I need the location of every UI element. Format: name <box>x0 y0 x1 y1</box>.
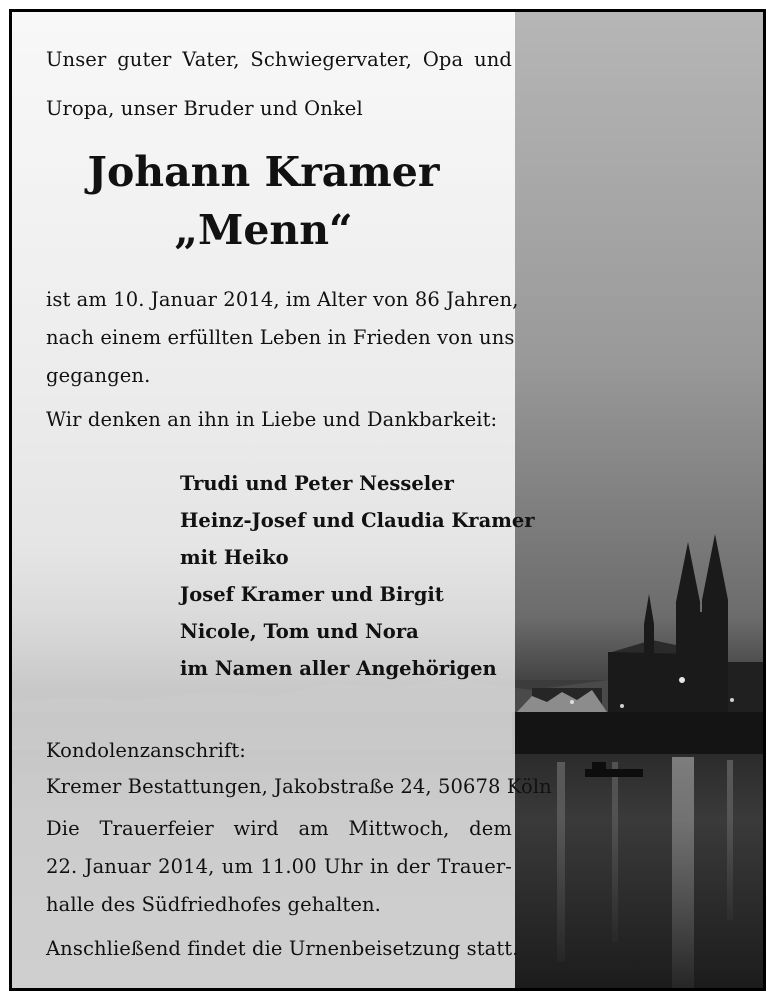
notice-border <box>9 9 766 991</box>
condolence-label: Kondolenzanschrift: <box>46 739 246 762</box>
signatory: Heinz-Josef und Claudia Kramer <box>180 509 535 532</box>
signatory: Trudi und Peter Nesseler <box>180 472 454 495</box>
signatory: mit Heiko <box>180 546 289 569</box>
signatory: Josef Kramer und Birgit <box>180 583 444 606</box>
obituary-notice <box>12 12 763 988</box>
death-notice-line-1: ist am 10. Januar 2014, im Alter von 86 Jahren, <box>46 288 519 311</box>
text-panel <box>12 12 552 988</box>
death-notice-line-2: nach einem erfüllten Leben in Frieden von uns <box>46 326 515 349</box>
deceased-name: Johann Kramer <box>87 148 440 196</box>
remembrance-text: Wir denken an ihn in Liebe und Dankbarkeit: <box>46 408 498 431</box>
signatory: im Namen aller Angehörigen <box>180 657 497 680</box>
funeral-line-3: halle des Südfriedhofes gehalten. <box>46 893 381 916</box>
intro-line-1: Unser guter Vater, Schwiegervater, Opa und <box>46 48 512 71</box>
death-notice-line-3: gegangen. <box>46 364 151 387</box>
condolence-address: Kremer Bestattungen, Jakobstraße 24, 50678 Köln <box>46 775 552 798</box>
funeral-line-2: 22. Januar 2014, um 11.00 Uhr in der Trauer- <box>46 855 512 878</box>
signatory: Nicole, Tom und Nora <box>180 620 419 643</box>
deceased-nickname: „Menn“ <box>174 206 353 254</box>
intro-line-2: Uropa, unser Bruder und Onkel <box>46 97 363 120</box>
funeral-line-1: Die Trauerfeier wird am Mittwoch, dem <box>46 817 512 840</box>
burial-text: Anschließend findet die Urnenbeisetzung statt. <box>46 937 519 960</box>
